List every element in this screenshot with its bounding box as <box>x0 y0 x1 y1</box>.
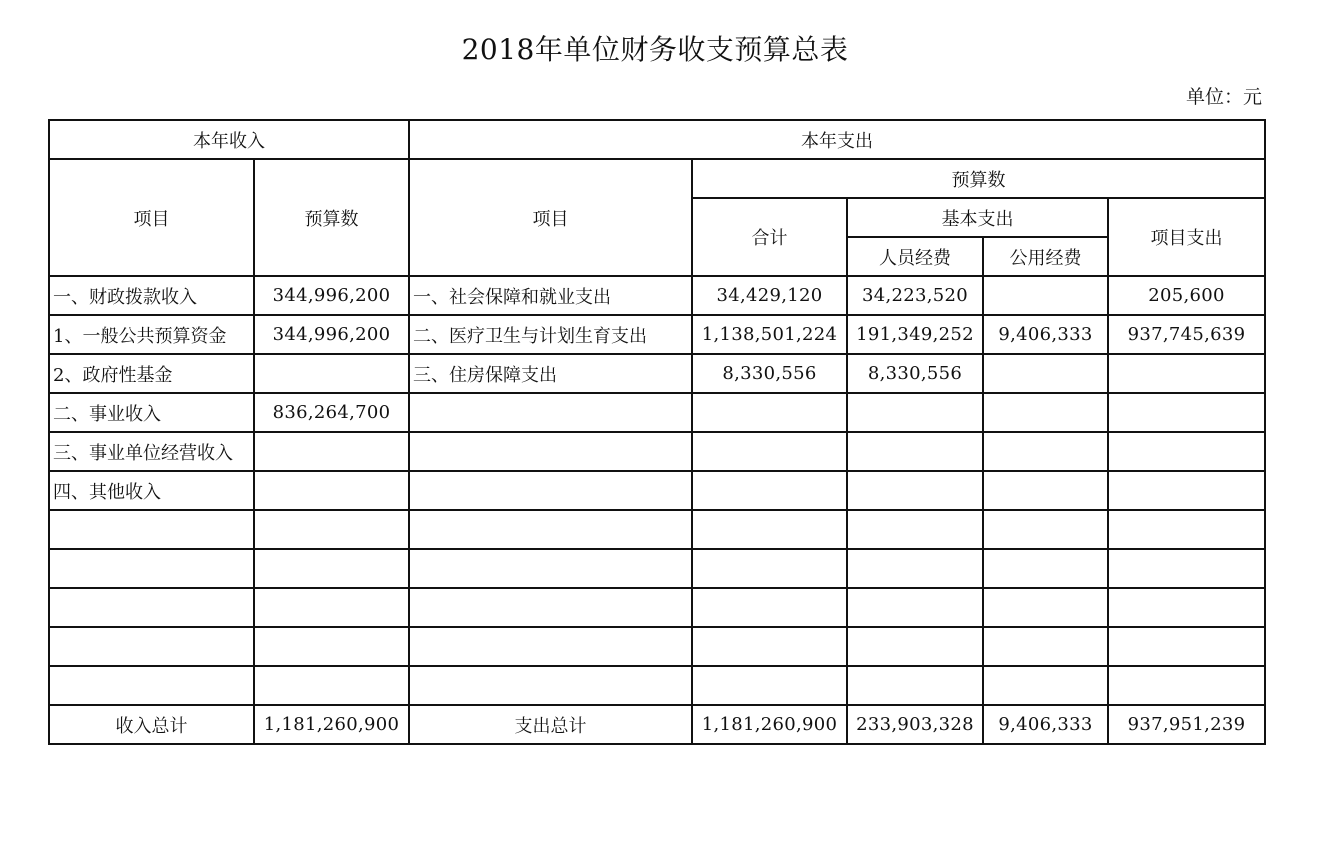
header-personnel: 人员经费 <box>847 237 983 276</box>
expense-personnel <box>847 510 983 549</box>
expense-personnel <box>847 627 983 666</box>
income-item: 一、财政拨款收入 <box>49 276 254 315</box>
income-item: 四、其他收入 <box>49 471 254 510</box>
totals-row <box>49 705 1265 744</box>
expense-personnel <box>847 588 983 627</box>
income-amount <box>254 432 409 471</box>
table-row <box>49 432 1265 471</box>
income-amount: 836,264,700 <box>254 393 409 432</box>
income-item <box>49 549 254 588</box>
expense-item <box>409 666 692 705</box>
income-item: 三、事业单位经营收入 <box>49 432 254 471</box>
table-row <box>49 393 1265 432</box>
income-item <box>49 627 254 666</box>
expense-personnel <box>847 393 983 432</box>
expense-public <box>983 393 1108 432</box>
income-total-amount: 1,181,260,900 <box>254 705 409 744</box>
expense-personnel <box>847 549 983 588</box>
income-amount <box>254 354 409 393</box>
header-basic-expense: 基本支出 <box>847 198 1108 237</box>
expense-public <box>983 549 1108 588</box>
table-row <box>49 276 1265 315</box>
expense-public <box>983 471 1108 510</box>
expense-item <box>409 549 692 588</box>
table-row <box>49 315 1265 354</box>
expense-total-sum: 1,181,260,900 <box>692 705 847 744</box>
income-amount <box>254 549 409 588</box>
expense-personnel <box>847 666 983 705</box>
expense-total <box>692 549 847 588</box>
table-row <box>49 471 1265 510</box>
expense-total: 1,138,501,224 <box>692 315 847 354</box>
expense-public <box>983 510 1108 549</box>
expense-public <box>983 276 1108 315</box>
header-expense-item: 项目 <box>409 159 692 276</box>
expense-item <box>409 627 692 666</box>
expense-personnel <box>847 432 983 471</box>
header-total: 合计 <box>692 198 847 276</box>
expense-project <box>1108 471 1265 510</box>
income-item: 1、一般公共预算资金 <box>49 315 254 354</box>
income-total-label: 收入总计 <box>49 705 254 744</box>
expense-project <box>1108 354 1265 393</box>
expense-project <box>1108 393 1265 432</box>
expense-total: 8,330,556 <box>692 354 847 393</box>
page-title: 2018年单位财务收支预算总表 <box>461 33 849 66</box>
header-row-1 <box>49 120 1265 159</box>
expense-public <box>983 354 1108 393</box>
header-income: 本年收入 <box>49 120 409 159</box>
expense-public <box>983 432 1108 471</box>
header-income-item: 项目 <box>49 159 254 276</box>
table-row <box>49 510 1265 549</box>
expense-public <box>983 588 1108 627</box>
expense-total <box>692 432 847 471</box>
expense-project: 205,600 <box>1108 276 1265 315</box>
expense-project <box>1108 666 1265 705</box>
expense-project <box>1108 432 1265 471</box>
table-row <box>49 666 1265 705</box>
header-row-2 <box>49 159 1265 198</box>
budget-table <box>48 119 1266 745</box>
expense-total-public: 9,406,333 <box>983 705 1108 744</box>
expense-personnel: 34,223,520 <box>847 276 983 315</box>
table-row <box>49 588 1265 627</box>
expense-total <box>692 510 847 549</box>
expense-project <box>1108 627 1265 666</box>
expense-item: 二、医疗卫生与计划生育支出 <box>409 315 692 354</box>
income-item <box>49 510 254 549</box>
expense-project <box>1108 510 1265 549</box>
expense-public: 9,406,333 <box>983 315 1108 354</box>
expense-project: 937,745,639 <box>1108 315 1265 354</box>
expense-item: 一、社会保障和就业支出 <box>409 276 692 315</box>
expense-total <box>692 471 847 510</box>
income-amount <box>254 588 409 627</box>
expense-item <box>409 432 692 471</box>
expense-public <box>983 627 1108 666</box>
income-item <box>49 588 254 627</box>
header-project-expense: 项目支出 <box>1108 198 1265 276</box>
expense-personnel: 8,330,556 <box>847 354 983 393</box>
expense-public <box>983 666 1108 705</box>
expense-item <box>409 471 692 510</box>
income-amount: 344,996,200 <box>254 315 409 354</box>
header-income-budget: 预算数 <box>254 159 409 276</box>
income-amount: 344,996,200 <box>254 276 409 315</box>
expense-total: 34,429,120 <box>692 276 847 315</box>
table-row <box>49 549 1265 588</box>
expense-total <box>692 588 847 627</box>
expense-total-personnel: 233,903,328 <box>847 705 983 744</box>
income-item: 二、事业收入 <box>49 393 254 432</box>
expense-total <box>692 393 847 432</box>
table-row <box>49 627 1265 666</box>
income-amount <box>254 471 409 510</box>
header-expense: 本年支出 <box>409 120 1265 159</box>
expense-project <box>1108 588 1265 627</box>
income-amount <box>254 666 409 705</box>
expense-total-project: 937,951,239 <box>1108 705 1265 744</box>
expense-total <box>692 627 847 666</box>
expense-total <box>692 666 847 705</box>
income-item: 2、政府性基金 <box>49 354 254 393</box>
expense-personnel: 191,349,252 <box>847 315 983 354</box>
expense-total-label: 支出总计 <box>409 705 692 744</box>
income-amount <box>254 627 409 666</box>
expense-item <box>409 510 692 549</box>
expense-project <box>1108 549 1265 588</box>
income-item <box>49 666 254 705</box>
header-public: 公用经费 <box>983 237 1108 276</box>
expense-item <box>409 588 692 627</box>
table-row <box>49 354 1265 393</box>
unit-label: 单位：元 <box>1185 86 1262 108</box>
header-budget-group: 预算数 <box>692 159 1265 198</box>
expense-item <box>409 393 692 432</box>
income-amount <box>254 510 409 549</box>
expense-item: 三、住房保障支出 <box>409 354 692 393</box>
expense-personnel <box>847 471 983 510</box>
